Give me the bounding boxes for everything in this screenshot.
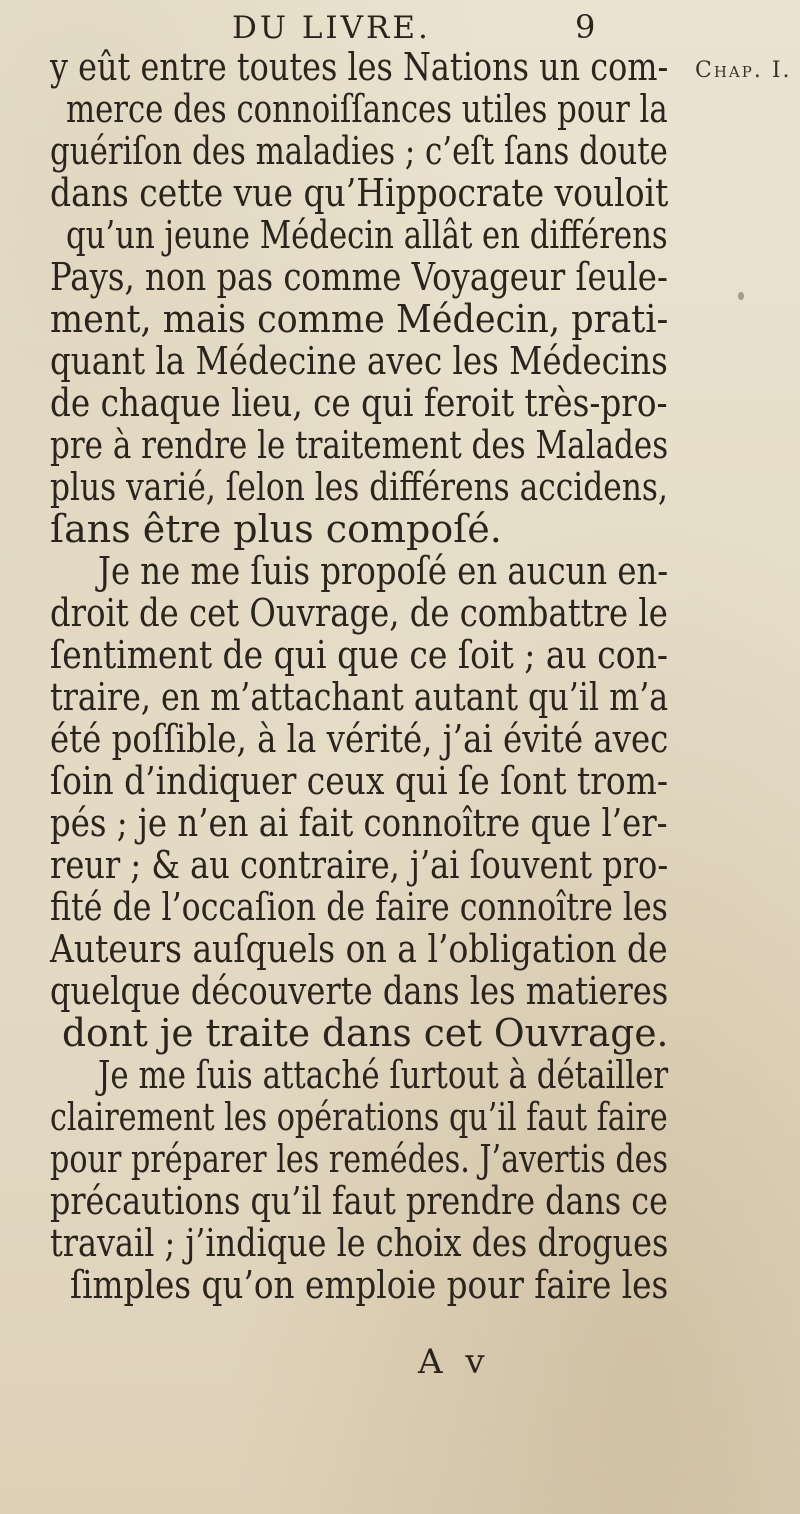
text-line: de chaque lieu, ce qui feroit très-pro-	[50, 381, 668, 425]
text-line: droit de cet Ouvrage, de combattre le	[50, 591, 668, 635]
text-line: clairement les opérations qu’il faut faire	[50, 1095, 668, 1139]
text-line: ſans être plus compoſé.	[50, 507, 502, 551]
running-head: DU LIVRE.	[232, 10, 431, 46]
margin-note-chapter: Chap. I.	[695, 58, 792, 83]
ink-speck	[738, 292, 744, 300]
text-line: dont je traite dans cet Ouvrage.	[62, 1011, 669, 1055]
text-line: traire, en m’attachant autant qu’il m’a	[50, 675, 669, 719]
text-line: dans cette vue qu’Hippocrate vouloit	[50, 171, 669, 215]
text-line: précautions qu’il faut prendre dans ce	[50, 1179, 668, 1223]
text-line: pés ; je n’en ai fait connoître que l’er-	[50, 801, 668, 845]
text-line: plus varié, ſelon les différens accidens,	[50, 465, 668, 509]
text-line: pour préparer les remédes. J’avertis des	[50, 1137, 669, 1181]
text-line: Auteurs auſquels on a l’obligation de	[50, 927, 668, 971]
text-line: ſentiment de qui que ce ſoit ; au con-	[50, 633, 668, 677]
text-line: fité de l’occaſion de faire connoître les	[50, 885, 668, 929]
text-line: ment, mais comme Médecin, prati-	[50, 297, 669, 341]
text-line: ſimples qu’on emploie pour faire les	[70, 1263, 669, 1307]
text-line: quant la Médecine avec les Médecins	[50, 339, 668, 383]
text-line: été poſſible, à la vérité, j’ai évité avec	[50, 717, 669, 761]
text-line: reur ; & au contraire, j’ai ſouvent pro-	[50, 843, 669, 887]
text-line: travail ; j’indique le choix des drogues	[50, 1221, 669, 1265]
page-number: 9	[575, 8, 596, 46]
text-line: Je me ſuis attaché ſurtout à détailler	[98, 1053, 669, 1097]
text-line: guériſon des maladies ; c’eſt ſans doute	[50, 129, 668, 173]
text-line: pre à rendre le traitement des Malades	[50, 423, 669, 467]
text-line: Pays, non pas comme Voyageur ſeule-	[50, 255, 668, 299]
text-line: merce des connoiſſances utiles pour la	[66, 87, 668, 131]
signature-mark: A v	[418, 1342, 491, 1382]
text-line: qu’un jeune Médecin allât en différens	[66, 213, 668, 257]
text-line: y eût entre toutes les Nations un com-	[50, 45, 669, 89]
text-line: Je ne me ſuis propoſé en aucun en-	[98, 549, 669, 593]
text-line: quelque découverte dans les matieres	[50, 969, 669, 1013]
text-line: ſoin d’indiquer ceux qui ſe ſont trom-	[50, 759, 669, 803]
